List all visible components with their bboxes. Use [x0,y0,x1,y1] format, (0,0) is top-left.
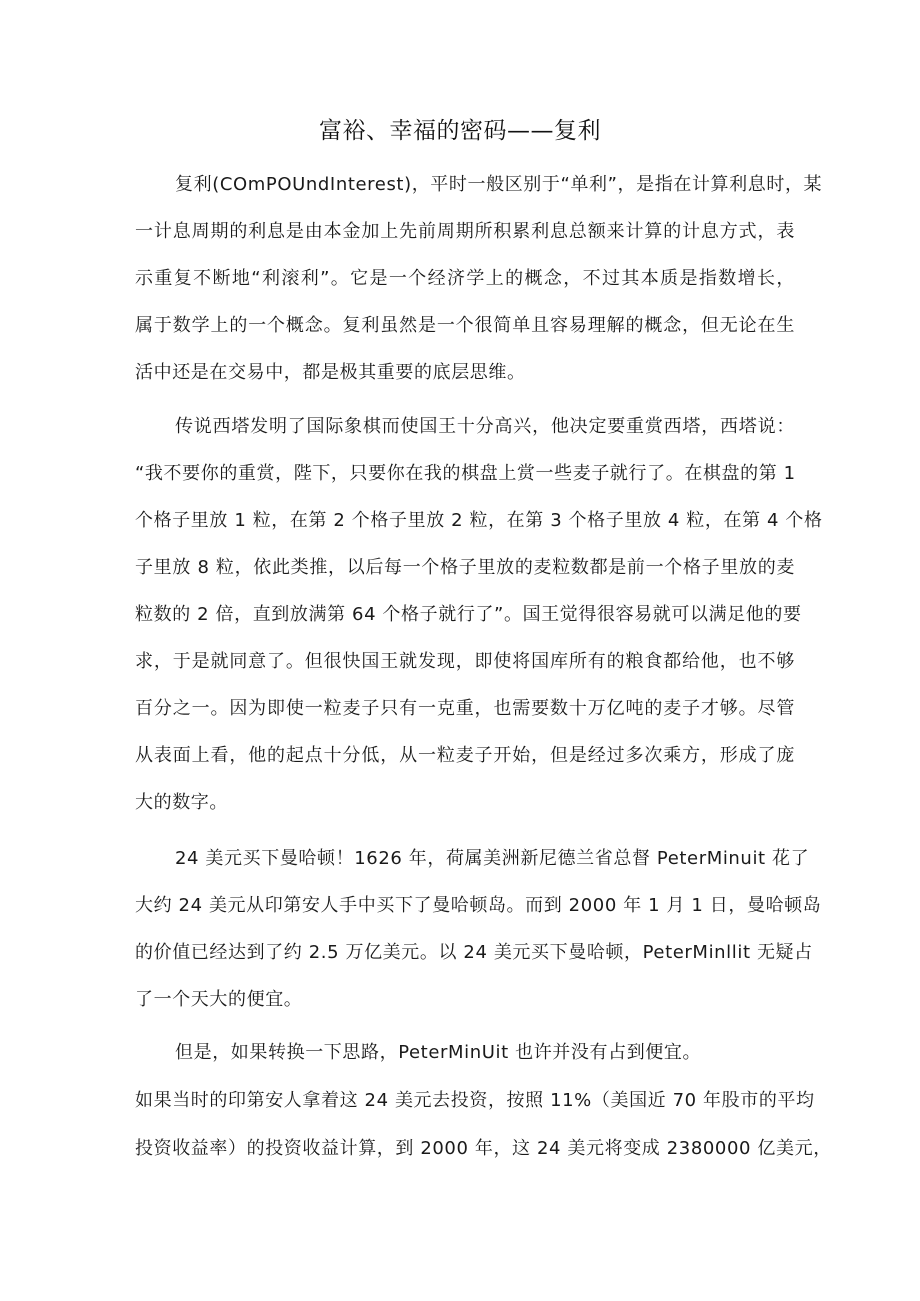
paragraph-line: 的价值已经达到了约 2.5 万亿美元。以 24 美元买下曼哈顿，PeterMinllit 无疑占 [135,942,813,963]
paragraph-line: 24 美元买下曼哈顿！1626 年，荷属美洲新尼德兰省总督 PeterMinuit 花了 [175,848,810,869]
paragraph-line: 子里放 8 粒，依此类推，以后每一个格子里放的麦粒数都是前一个格子里放的麦 [135,557,795,578]
paragraph-line: 大约 24 美元从印第安人手中买下了曼哈顿岛。而到 2000 年 1 月 1 日，曼哈顿岛 [135,895,822,916]
paragraph-line: 示重复不断地“利滚利”。它是一个经济学上的概念，不过其本质是指数增长， [135,268,795,289]
paragraph-line: 百分之一。因为即使一粒麦子只有一克重，也需要数十万亿吨的麦子才够。尽管 [135,698,795,719]
paragraph-line: 如果当时的印第安人拿着这 24 美元去投资，按照 11%（美国近 70 年股市的平均 [135,1090,815,1111]
page-title: 富裕、幸福的密码——复利 [319,118,601,144]
paragraph-line: 一计息周期的利息是由本金加上先前周期所积累利息总额来计算的计息方式，表 [135,221,795,242]
paragraph-line: 个格子里放 1 粒，在第 2 个格子里放 2 粒，在第 3 个格子里放 4 粒，在第 4 个格 [135,510,823,531]
paragraph-line: “我不要你的重赏，陛下，只要你在我的棋盘上赏一些麦子就行了。在棋盘的第 1 [135,463,796,484]
paragraph-line: 属于数学上的一个概念。复利虽然是一个很简单且容易理解的概念，但无论在生 [135,315,795,336]
paragraph-line: 求，于是就同意了。但很快国王就发现，即使将国库所有的粮食都给他，也不够 [135,651,795,672]
paragraph-line: 粒数的 2 倍，直到放满第 64 个格子就行了”。国王觉得很容易就可以满足他的要 [135,604,802,625]
paragraph-line: 复利(COmPOUndInterest)，平时一般区别于“单利”，是指在计算利息时，某 [175,174,823,195]
paragraph-line: 活中还是在交易中，都是极其重要的底层思维。 [135,362,526,383]
paragraph-line: 但是，如果转换一下思路，PeterMinUit 也许并没有占到便宜。 [175,1042,702,1063]
paragraph-line: 传说西塔发明了国际象棋而使国王十分高兴，他决定要重赏西塔，西塔说： [175,416,795,437]
paragraph-line: 投资收益率）的投资收益计算，到 2000 年，这 24 美元将变成 2380000 亿美元， [135,1138,832,1159]
paragraph-line: 大的数字。 [135,792,228,813]
paragraph-line: 从表面上看，他的起点十分低，从一粒麦子开始，但是经过多次乘方，形成了庞 [135,745,795,766]
paragraph-line: 了一个天大的便宜。 [135,989,303,1010]
